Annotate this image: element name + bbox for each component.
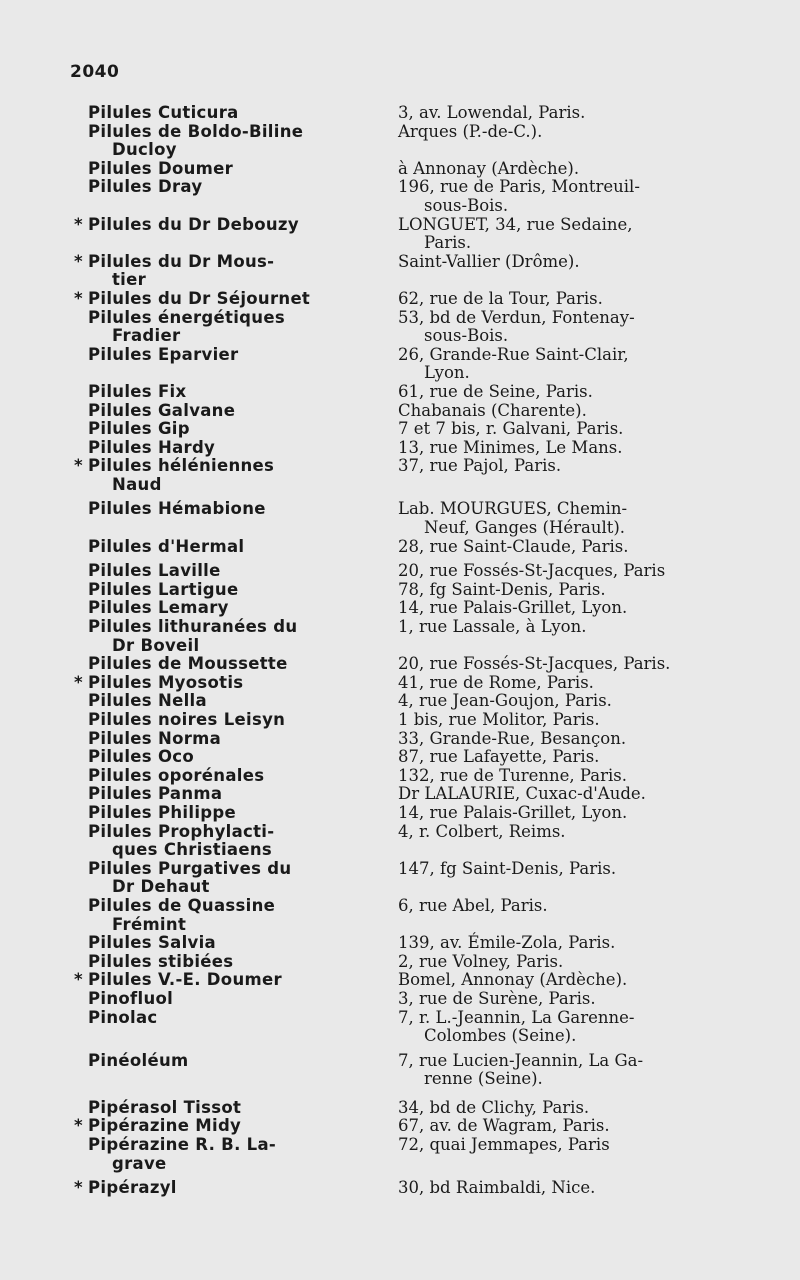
address [398,674,768,693]
address-text: à Annonay (Ardèche). [398,158,580,178]
address-text: 37, rue Pajol, Paris. [398,456,562,476]
directory-entry [88,767,768,786]
address-continuation: Paris. [424,233,472,253]
product-name [88,562,376,581]
product-name-text: Pilules Doumer [88,158,234,178]
product-name-text: Pilules V.-E. Doumer [88,970,282,990]
product-name-continuation: Dr Dehaut [112,877,210,897]
product-name-text: Pilules énergétiques [88,307,285,327]
product-name-text: Pilules héléniennes [88,456,275,476]
address [398,711,768,730]
address [398,402,768,421]
address-text: Chabanais (Charente). [398,400,587,420]
product-name [88,599,376,618]
product-name [88,934,376,953]
address [398,581,768,600]
product-name-text: Pilules Prophylacti- [88,821,275,841]
directory-entry [88,1099,768,1118]
product-name-text: Pilules Lartigue [88,579,239,599]
address-text: 87, rue Lafayette, Paris. [398,747,600,767]
address-text: 7 et 7 bis, r. Galvani, Paris. [398,419,624,439]
asterisk-marker: * [74,456,83,476]
product-name-continuation: Dr Boveil [112,635,200,655]
product-name-continuation: ques Christiaens [112,840,273,860]
product-name [88,655,376,674]
address [398,178,768,215]
product-name-text: Pinéoléum [88,1050,189,1070]
address [398,439,768,458]
address-text: 1 bis, rue Molitor, Paris. [398,710,600,729]
product-name-text: Pilules de Moussette [88,654,288,674]
product-name [88,748,376,767]
product-name-text: Pilules du Dr Séjournet [88,288,311,308]
address-text: 20, rue Fossés-St-Jacques, Paris [398,561,666,581]
product-name [88,346,376,365]
address [398,1179,768,1198]
directory-entry [88,439,768,458]
product-name [74,251,376,290]
product-name-text: Pipérazyl [88,1178,177,1198]
address [398,599,768,618]
product-name-text: Pipérazine Midy [88,1116,242,1136]
directory-entry [88,860,768,897]
address [398,971,768,990]
address-text: 7, rue Lucien-Jeannin, La Ga- [398,1050,644,1070]
address [398,253,768,272]
address [398,767,768,786]
address [398,104,768,123]
product-name-text: Pilules stibiées [88,951,234,971]
address-text: Arques (P.-de-C.). [398,121,543,141]
product-name-text: Pilules Eparvier [88,344,239,364]
address-text: 132, rue de Turenne, Paris. [398,765,627,785]
address-text: 34, bd de Clichy, Paris. [398,1097,590,1117]
product-name [88,104,376,123]
address [398,500,768,537]
address [398,823,768,842]
directory-entry [88,420,768,439]
product-name-text: Pilules Panma [88,784,223,804]
directory-entry [88,562,768,581]
address [398,123,768,142]
directory-entry [88,692,768,711]
directory-entry [88,823,768,860]
address-text: Bomel, Annonay (Ardèche). [398,970,628,990]
directory-entry [88,748,768,767]
product-name [88,1099,376,1118]
product-name-continuation: Fradier [112,326,181,346]
product-name-text: Pilules Purgatives du [88,858,292,878]
directory-entry [74,456,768,494]
product-name-text: Pinolac [88,1007,158,1027]
directory-entry [88,123,768,160]
address [398,309,768,346]
directory-entry [88,581,768,600]
product-name-continuation: grave [112,1153,167,1173]
directory-entry [88,599,768,618]
product-name [88,420,376,439]
address [398,1136,768,1155]
product-name-text: Pilules Hardy [88,437,216,457]
product-name [88,439,376,458]
directory-entry [74,214,768,253]
product-name-text: Pilules Fix [88,381,187,401]
address-text: Lab. MOURGUES, Chemin- [398,499,628,519]
address-text: LONGUET, 34, rue Sedaine, [398,214,633,234]
address [398,346,768,383]
product-name-text: Pilules du Dr Mous- [88,251,275,271]
product-name-text: Pilules Philippe [88,802,236,822]
directory-entry [88,785,768,804]
product-name [88,730,376,749]
address [398,953,768,972]
product-name [88,823,376,860]
address-text: 78, fg Saint-Denis, Paris. [398,579,606,599]
product-name-text: Pilules Galvane [88,400,236,420]
product-name [74,970,376,990]
directory-entry [88,538,768,557]
directory-entry [88,618,768,655]
product-name [74,456,376,494]
product-name-text: Pilules Laville [88,561,221,581]
address-text: 147, fg Saint-Denis, Paris. [398,858,617,878]
directory-entry [88,934,768,953]
product-name-text: Pilules d'Hermal [88,536,245,556]
address-text: 13, rue Minimes, Le Mans. [398,437,623,457]
directory-entry [88,500,768,537]
directory-entry [88,104,768,123]
address-text: 30, bd Raimbaldi, Nice. [398,1178,596,1198]
product-name [88,383,376,402]
directory-entry [88,309,768,346]
address-text: 3, av. Lowendal, Paris. [398,103,586,122]
product-name [88,990,376,1009]
address [398,730,768,749]
asterisk-marker: * [74,672,83,692]
product-name [88,953,376,972]
address-text: 3, rue de Surène, Paris. [398,988,596,1008]
product-name [88,767,376,786]
asterisk-marker: * [74,214,83,234]
directory-entry [88,160,768,179]
address-text: 67, av. de Wagram, Paris. [398,1116,610,1136]
address-text: 26, Grande-Rue Saint-Clair, [398,344,629,364]
product-name-text: Pilules Cuticura [88,103,239,122]
asterisk-marker: * [74,970,83,990]
directory-entry [88,953,768,972]
address-text: 53, bd de Verdun, Fontenay- [398,307,635,327]
address [398,1117,768,1136]
address-continuation: sous-Bois. [424,195,509,215]
address-text: 139, av. Émile-Zola, Paris. [398,933,616,953]
address-continuation: Lyon. [424,363,470,383]
product-name-text: Pilules Nella [88,691,207,711]
page-number: 2040 [70,62,120,82]
address [398,655,768,674]
product-name-text: Pilules Gip [88,419,190,439]
address-text: 1, rue Lassale, à Lyon. [398,617,587,637]
product-name-text: Pilules lithuranées du [88,617,298,637]
product-name-text: Pilules oporénales [88,765,265,785]
address-text: 33, Grande-Rue, Besançon. [398,728,627,748]
address-text: 61, rue de Seine, Paris. [398,381,593,401]
product-name [88,123,376,160]
product-name [88,1052,376,1071]
directory-entry [74,251,768,290]
address-text: 6, rue Abel, Paris. [398,895,548,915]
product-name [74,672,376,693]
directory-entry [88,655,768,674]
product-name [88,618,376,655]
address [398,216,768,253]
directory-entry [88,178,768,215]
address [398,1009,768,1046]
directory-entry [74,672,768,693]
product-name [88,309,376,346]
product-name [88,500,376,519]
address-continuation: renne (Seine). [424,1069,543,1089]
address [398,420,768,439]
product-name-text: Pilules du Dr Debouzy [88,214,299,234]
directory-entry [88,1136,768,1173]
directory-entry [88,346,768,383]
product-name-text: Pilules Hémabione [88,499,266,519]
product-name-continuation: Frémint [112,914,187,934]
product-name [88,692,376,711]
directory-entry [74,1116,768,1136]
product-name-text: Pinofluol [88,988,174,1008]
address-text: 2, rue Volney, Paris. [398,951,564,971]
product-name [88,785,376,804]
asterisk-marker: * [74,1178,83,1198]
product-name [88,860,376,897]
product-name [88,1136,376,1173]
product-name [88,1009,376,1028]
product-name [88,402,376,421]
directory-entry [88,402,768,421]
address [398,804,768,823]
address [398,1052,768,1089]
directory-entry [74,288,768,309]
product-name-text: Pipérasol Tissot [88,1097,242,1117]
product-name [88,581,376,600]
address [398,538,768,557]
directory-entry [88,383,768,402]
address-text: 7, r. L.-Jeannin, La Garenne- [398,1007,635,1027]
product-name [88,711,376,730]
product-name-text: Pilules de Quassine [88,895,276,915]
product-name [74,214,376,235]
product-name-text: Pilules noires Leisyn [88,710,286,729]
asterisk-marker: * [74,288,83,308]
address-continuation: Colombes (Seine). [424,1026,577,1046]
address [398,748,768,767]
directory-entry [88,897,768,934]
product-name [88,160,376,179]
directory-entry [88,711,768,730]
product-name [74,1178,376,1198]
address-text: 72, quai Jemmapes, Paris [398,1135,610,1155]
product-name-text: Pilules Dray [88,177,203,197]
address [398,990,768,1009]
address-text: 62, rue de la Tour, Paris. [398,288,603,308]
address [398,562,768,581]
address [398,785,768,804]
directory-entry [88,1052,768,1089]
address [398,897,768,916]
directory-list [74,103,768,1198]
address [398,457,768,476]
address-text: 4, rue Jean-Goujon, Paris. [398,691,612,711]
product-name-text: Pilules Oco [88,747,195,767]
address-text: Dr LALAURIE, Cuxac-d'Aude. [398,784,646,804]
product-name [74,1116,376,1136]
address-text: 41, rue de Rome, Paris. [398,672,594,692]
address-text: 4, r. Colbert, Reims. [398,821,566,841]
directory-entry [88,990,768,1009]
directory-entry [88,804,768,823]
product-name-continuation: Ducloy [112,140,177,160]
product-name [88,897,376,934]
address [398,290,768,309]
product-name-text: Pilules Norma [88,728,222,748]
address-text: 14, rue Palais-Grillet, Lyon. [398,598,628,618]
product-name [88,538,376,557]
asterisk-marker: * [74,1116,83,1136]
address-text: 14, rue Palais-Grillet, Lyon. [398,802,628,822]
product-name [74,288,376,309]
address [398,160,768,179]
directory-entry [88,730,768,749]
address-text: 20, rue Fossés-St-Jacques, Paris. [398,654,671,674]
address-text: Saint-Vallier (Drôme). [398,251,580,271]
address [398,1099,768,1118]
product-name [88,804,376,823]
address [398,383,768,402]
product-name-continuation: Naud [112,474,162,494]
asterisk-marker: * [74,251,83,271]
product-name-text: Pilules Lemary [88,598,229,618]
address-text: 196, rue de Paris, Montreuil- [398,177,640,197]
address [398,860,768,879]
address [398,692,768,711]
directory-entry [74,1178,768,1198]
product-name-continuation: tier [112,270,147,290]
product-name-text: Pipérazine R. B. La- [88,1135,277,1155]
address-continuation: Neuf, Ganges (Hérault). [424,518,626,538]
product-name-text: Pilules de Boldo-Biline [88,121,304,141]
directory-entry [88,1009,768,1046]
product-name-text: Pilules Myosotis [88,672,244,692]
address [398,934,768,953]
address [398,618,768,637]
directory-entry [74,970,768,990]
address-text: 28, rue Saint-Claude, Paris. [398,536,629,556]
product-name-text: Pilules Salvia [88,933,216,953]
address-continuation: sous-Bois. [424,326,509,346]
product-name [88,178,376,197]
